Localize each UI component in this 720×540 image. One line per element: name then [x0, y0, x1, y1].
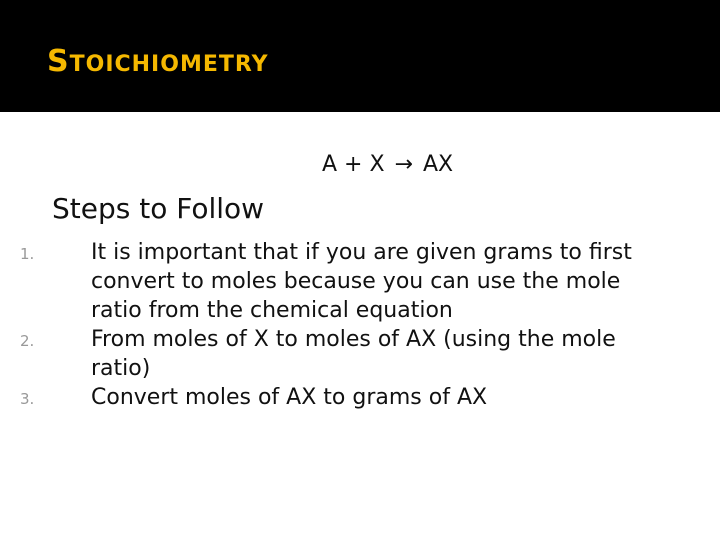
slide-title-rest: TOICHIOMETRY: [69, 52, 269, 77]
step-number: 1.: [20, 245, 35, 263]
step-number: 2.: [20, 332, 35, 350]
slide-subtitle: Steps to Follow: [52, 192, 265, 225]
slide-title: [47, 44, 269, 79]
step-number: 3.: [20, 390, 35, 408]
equation-product: AX: [422, 152, 454, 177]
steps-list: [20, 238, 680, 412]
slide-title-initial: S: [47, 44, 70, 79]
step-text: It is important that if you are given grams to first convert to moles because you can use the mole ratio from the chemical equation: [91, 240, 632, 323]
right-arrow-icon: →: [394, 152, 413, 177]
list-item: [20, 383, 680, 412]
step-text: Convert moles of AX to grams of AX: [91, 385, 488, 410]
equation-reactants: A + X: [322, 152, 385, 177]
title-bar: [0, 0, 720, 112]
step-text: From moles of X to moles of AX (using the mole ratio): [91, 327, 616, 381]
list-item: [20, 238, 680, 325]
list-item: [20, 325, 680, 383]
chemical-equation: [322, 152, 453, 177]
